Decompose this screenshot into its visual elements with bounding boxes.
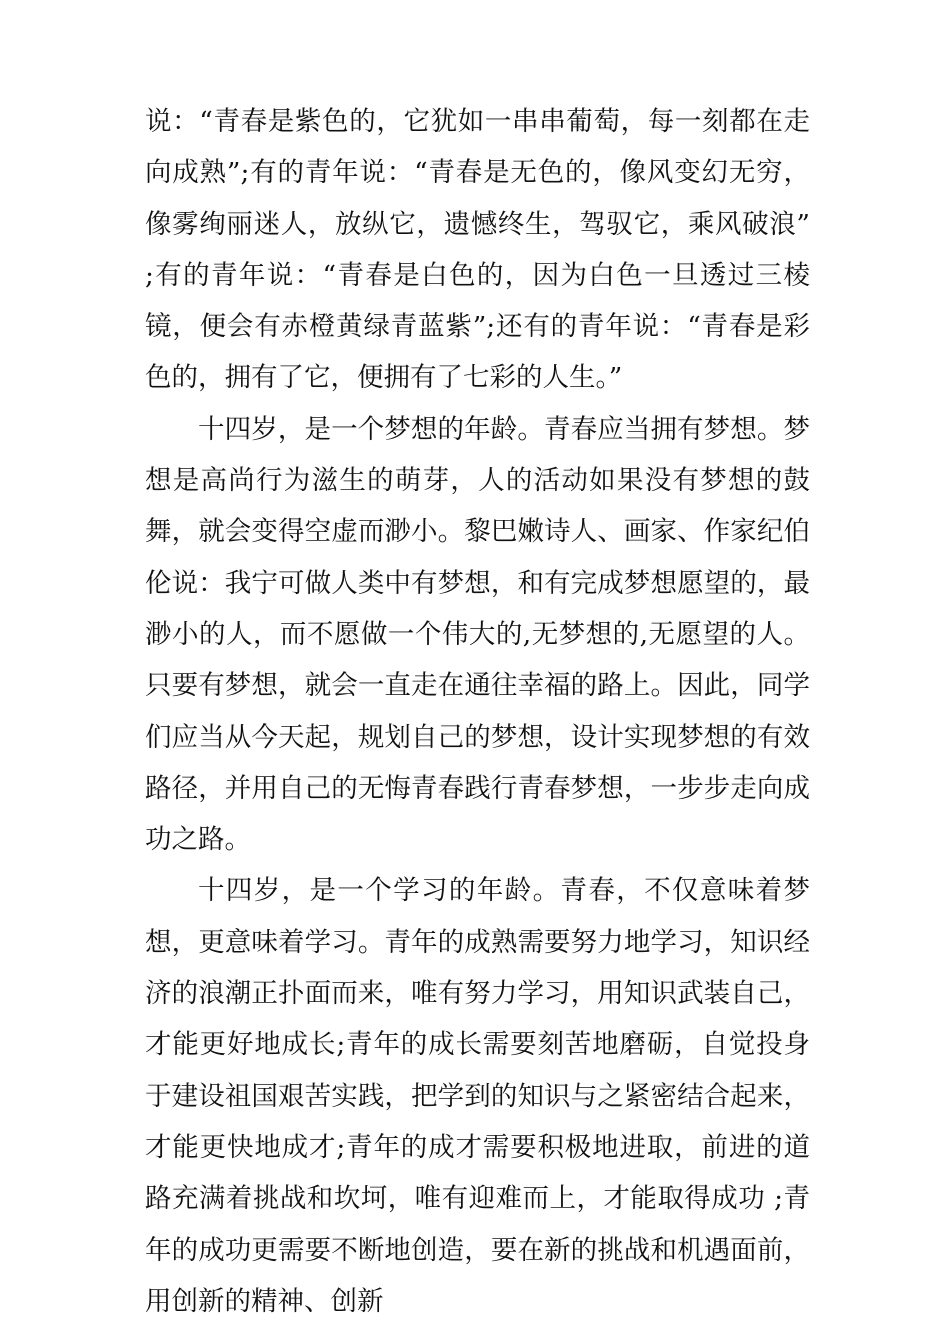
paragraph-1: 说：“青春是紫色的，它犹如一串串葡萄，每一刻都在走向成熟”;有的青年说：“青春是无色的，像风变幻无穷，像雾绚丽迷人，放纵它，遗憾终生，驾驭它，乘风破浪” ;有的青年说：“青春是白色的，因为白色一旦透过三棱镜，便会有赤橙黄绿青蓝紫”;还有的青年说：“青春是彩色的，拥有了它，便拥有了七彩的人生。” [145, 106, 810, 394]
document-body [145, 96, 810, 1327]
paragraph-3: 十四岁，是一个学习的年龄。青春，不仅意味着梦想，更意味着学习。青年的成熟需要努力地学习，知识经济的浪潮正扑面而来，唯有努力学习，用知识武装自己，才能更好地成长;青年的成长需要刻苦地磨砺，自觉投身于建设祖国艰苦实践，把学到的知识与之紧密结合起来，才能更快地成才;青年的成才需要积极地进取，前进的道路充满着挑战和坎坷，唯有迎难而上，才能取得成功 ;青年的成功更需要不断地创造，要在新的挑战和机遇面前，用创新的精神、创新 [145, 875, 810, 1317]
paragraph-2: 十四岁，是一个梦想的年龄。青春应当拥有梦想。梦想是高尚行为滋生的萌芽，人的活动如果没有梦想的鼓舞，就会变得空虚而渺小。黎巴嫩诗人、画家、作家纪伯伦说：我宁可做人类中有梦想，和有完成梦想愿望的，最渺小的人，而不愿做一个伟大的,无梦想的,无愿望的人。只要有梦想，就会一直走在通往幸福的路上。因此，同学们应当从今天起，规划自己的梦想，设计实现梦想的有效路径，并用自己的无悔青春践行青春梦想，一步步走向成功之路。 [145, 413, 810, 856]
